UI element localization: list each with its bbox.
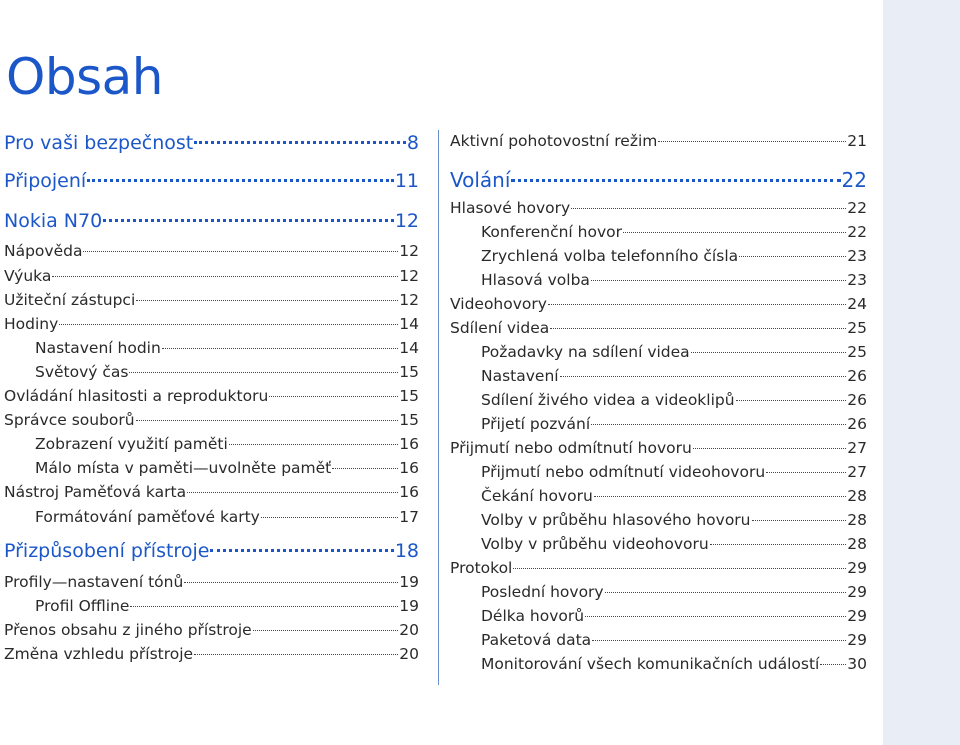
dot-leader bbox=[752, 520, 847, 521]
toc-entry-label: Přijmutí nebo odmítnutí videohovoru bbox=[481, 463, 766, 481]
dot-leader bbox=[736, 400, 847, 401]
toc-entry-label: Přizpůsobení přístroje bbox=[4, 540, 210, 562]
dot-leader bbox=[52, 276, 398, 277]
toc-entry-label: Nástroj Paměťová karta bbox=[4, 483, 187, 501]
toc-entry-page-number: 28 bbox=[847, 535, 867, 553]
toc-entry-label: Přijmutí nebo odmítnutí hovoru bbox=[450, 439, 692, 457]
toc-entry-label: Ovládání hlasitosti a reproduktoru bbox=[4, 387, 269, 405]
toc-entry-page-number: 29 bbox=[847, 631, 867, 649]
toc-entry[interactable] bbox=[4, 387, 419, 405]
toc-entry[interactable] bbox=[450, 391, 867, 409]
toc-entry-page-number: 11 bbox=[394, 170, 419, 192]
toc-entry-page-number: 12 bbox=[399, 242, 419, 260]
dot-leader bbox=[83, 251, 398, 252]
toc-entry-page-number: 20 bbox=[399, 645, 419, 663]
toc-entry[interactable] bbox=[450, 247, 867, 265]
toc-entry[interactable] bbox=[450, 631, 867, 649]
toc-entry[interactable] bbox=[4, 132, 419, 154]
toc-entry[interactable] bbox=[450, 132, 867, 150]
dot-leader bbox=[591, 280, 846, 281]
toc-entry-label: Formátování paměťové karty bbox=[35, 508, 260, 526]
toc-entry-page-number: 26 bbox=[847, 415, 867, 433]
toc-entry-label: Aktivní pohotovostní režim bbox=[450, 132, 658, 150]
toc-entry-page-number: 17 bbox=[399, 508, 419, 526]
toc-entry-label: Nápověda bbox=[4, 242, 83, 260]
toc-entry[interactable] bbox=[450, 271, 867, 289]
dot-leader bbox=[269, 396, 398, 397]
toc-entry-page-number: 8 bbox=[406, 132, 419, 154]
toc-entry[interactable] bbox=[450, 607, 867, 625]
dot-leader bbox=[162, 348, 398, 349]
toc-entry[interactable] bbox=[4, 339, 419, 357]
dot-leader bbox=[766, 472, 846, 473]
toc-entry[interactable] bbox=[450, 223, 867, 241]
toc-entry-label: Profil Offline bbox=[35, 597, 130, 615]
side-bar bbox=[883, 0, 960, 745]
toc-entry-label: Užiteční zástupci bbox=[4, 291, 136, 309]
dot-leader bbox=[591, 424, 846, 425]
page-title: Obsah bbox=[6, 48, 163, 106]
toc-entry-label: Nastavení hodin bbox=[35, 339, 161, 357]
toc-entry[interactable] bbox=[4, 291, 419, 309]
dot-leader bbox=[136, 300, 398, 301]
toc-entry[interactable] bbox=[450, 168, 867, 192]
dot-leader bbox=[136, 420, 399, 421]
dot-leader bbox=[739, 256, 846, 257]
toc-entry-label: Hodiny bbox=[4, 315, 59, 333]
dot-leader bbox=[59, 324, 398, 325]
toc-entry-label: Světový čas bbox=[35, 363, 129, 381]
toc-entry-label: Profily—nastavení tónů bbox=[4, 573, 184, 591]
dot-leader bbox=[592, 640, 846, 641]
dot-leader bbox=[513, 568, 846, 569]
toc-entry-page-number: 22 bbox=[841, 168, 867, 192]
toc-entry[interactable] bbox=[4, 508, 419, 526]
dot-leader bbox=[103, 219, 394, 222]
toc-entry-label: Zrychlená volba telefonního čísla bbox=[481, 247, 739, 265]
toc-entry-page-number: 19 bbox=[399, 597, 419, 615]
toc-entry-page-number: 23 bbox=[847, 247, 867, 265]
dot-leader bbox=[691, 352, 847, 353]
toc-entry[interactable] bbox=[450, 343, 867, 361]
dot-leader bbox=[511, 179, 840, 182]
toc-entry[interactable] bbox=[450, 319, 867, 337]
toc-entry-label: Volání bbox=[450, 168, 511, 192]
toc-entry-page-number: 16 bbox=[399, 459, 419, 477]
toc-entry-page-number: 24 bbox=[847, 295, 867, 313]
toc-entry-page-number: 28 bbox=[847, 511, 867, 529]
toc-entry-page-number: 15 bbox=[399, 363, 419, 381]
toc-entry-label: Paketová data bbox=[481, 631, 592, 649]
toc-entry[interactable] bbox=[450, 463, 867, 481]
toc-entry[interactable] bbox=[4, 210, 419, 232]
toc-entry-label: Délka hovorů bbox=[481, 607, 585, 625]
toc-entry-label: Sdílení videa bbox=[450, 319, 550, 337]
toc-entry-page-number: 29 bbox=[847, 559, 867, 577]
dot-leader bbox=[820, 664, 846, 665]
toc-entry[interactable] bbox=[4, 459, 419, 477]
toc-entry[interactable] bbox=[4, 483, 419, 501]
toc-entry[interactable] bbox=[450, 535, 867, 553]
toc-entry[interactable] bbox=[4, 645, 419, 663]
toc-entry-label: Výuka bbox=[4, 267, 52, 285]
toc-entry-label: Hlasová volba bbox=[481, 271, 590, 289]
toc-entry[interactable] bbox=[4, 435, 419, 453]
toc-entry-label: Málo místa v paměti—uvolněte paměť bbox=[35, 459, 332, 477]
toc-entry-page-number: 22 bbox=[847, 223, 867, 241]
dot-leader bbox=[585, 616, 846, 617]
toc-entry-label: Požadavky na sdílení videa bbox=[481, 343, 690, 361]
column-divider bbox=[438, 130, 439, 685]
toc-entry[interactable] bbox=[450, 583, 867, 601]
toc-entry[interactable] bbox=[450, 559, 867, 577]
dot-leader bbox=[210, 549, 393, 552]
toc-entry-label: Zobrazení využití paměti bbox=[35, 435, 228, 453]
toc-entry-page-number: 18 bbox=[394, 540, 419, 562]
toc-entry-label: Nokia N70 bbox=[4, 210, 103, 232]
toc-entry-page-number: 29 bbox=[847, 607, 867, 625]
toc-entry[interactable] bbox=[4, 170, 419, 192]
toc-entry-label: Volby v průběhu videohovoru bbox=[481, 535, 709, 553]
dot-leader bbox=[130, 606, 398, 607]
toc-entry-label: Přenos obsahu z jiného přístroje bbox=[4, 621, 252, 639]
toc-entry[interactable] bbox=[4, 363, 419, 381]
toc-entry-page-number: 27 bbox=[847, 463, 867, 481]
dot-leader bbox=[605, 592, 847, 593]
dot-leader bbox=[129, 372, 398, 373]
toc-entry-page-number: 21 bbox=[847, 132, 867, 150]
toc-entry-label: Připojení bbox=[4, 170, 87, 192]
dot-leader bbox=[550, 328, 846, 329]
toc-entry-label: Pro vaši bezpečnost bbox=[4, 132, 194, 154]
toc-entry-page-number: 14 bbox=[399, 315, 419, 333]
toc-entry-page-number: 28 bbox=[847, 487, 867, 505]
dot-leader bbox=[187, 492, 398, 493]
toc-entry[interactable] bbox=[450, 295, 867, 313]
toc-entry[interactable] bbox=[450, 415, 867, 433]
toc-entry-page-number: 12 bbox=[399, 291, 419, 309]
dot-leader bbox=[594, 496, 846, 497]
toc-entry[interactable] bbox=[450, 199, 867, 217]
toc-entry[interactable] bbox=[450, 511, 867, 529]
toc-entry-label: Videohovory bbox=[450, 295, 547, 313]
toc-entry-label: Konferenční hovor bbox=[481, 223, 622, 241]
toc-entry-label: Nastavení bbox=[481, 367, 559, 385]
toc-entry-page-number: 16 bbox=[399, 435, 419, 453]
toc-entry-label: Změna vzhledu přístroje bbox=[4, 645, 194, 663]
toc-entry[interactable] bbox=[4, 540, 419, 562]
toc-entry-page-number: 22 bbox=[847, 199, 867, 217]
toc-entry-page-number: 15 bbox=[399, 387, 419, 405]
toc-entry-label: Čekání hovoru bbox=[481, 487, 593, 505]
toc-entry-label: Přijetí pozvání bbox=[481, 415, 591, 433]
toc-entry-page-number: 25 bbox=[847, 343, 867, 361]
dot-leader bbox=[261, 517, 398, 518]
toc-entry[interactable] bbox=[4, 315, 419, 333]
dot-leader bbox=[87, 179, 394, 182]
toc-entry-page-number: 20 bbox=[399, 621, 419, 639]
toc-entry-label: Monitorování všech komunikačních událostí bbox=[481, 655, 820, 673]
dot-leader bbox=[229, 444, 398, 445]
toc-entry-page-number: 29 bbox=[847, 583, 867, 601]
toc-entry-page-number: 12 bbox=[399, 267, 419, 285]
toc-entry-page-number: 30 bbox=[847, 655, 867, 673]
toc-entry[interactable] bbox=[4, 267, 419, 285]
toc-entry-page-number: 27 bbox=[847, 439, 867, 457]
toc-entry-label: Sdílení živého videa a videoklipů bbox=[481, 391, 735, 409]
toc-entry[interactable] bbox=[4, 573, 419, 591]
toc-entry[interactable] bbox=[450, 655, 867, 673]
toc-entry[interactable] bbox=[4, 242, 419, 260]
dot-leader bbox=[548, 304, 846, 305]
toc-entry-page-number: 14 bbox=[399, 339, 419, 357]
toc-entry[interactable] bbox=[450, 439, 867, 457]
toc-entry-page-number: 16 bbox=[399, 483, 419, 501]
toc-entry-page-number: 12 bbox=[394, 210, 419, 232]
dot-leader bbox=[194, 141, 406, 144]
toc-entry-label: Protokol bbox=[450, 559, 513, 577]
toc-entry-page-number: 23 bbox=[847, 271, 867, 289]
toc-entry[interactable] bbox=[4, 411, 419, 429]
toc-entry[interactable] bbox=[4, 597, 419, 615]
toc-entry-page-number: 26 bbox=[847, 367, 867, 385]
toc-entry-label: Správce souborů bbox=[4, 411, 135, 429]
dot-leader bbox=[571, 208, 846, 209]
toc-entry-label: Volby v průběhu hlasového hovoru bbox=[481, 511, 751, 529]
toc-entry[interactable] bbox=[4, 621, 419, 639]
toc-entry[interactable] bbox=[450, 487, 867, 505]
dot-leader bbox=[194, 654, 398, 655]
dot-leader bbox=[658, 141, 846, 142]
dot-leader bbox=[253, 630, 399, 631]
toc-entry[interactable] bbox=[450, 367, 867, 385]
toc-entry-page-number: 19 bbox=[399, 573, 419, 591]
toc-entry-page-number: 26 bbox=[847, 391, 867, 409]
toc-entry-label: Hlasové hovory bbox=[450, 199, 571, 217]
dot-leader bbox=[710, 544, 847, 545]
dot-leader bbox=[560, 376, 847, 377]
dot-leader bbox=[184, 582, 398, 583]
dot-leader bbox=[332, 468, 398, 469]
dot-leader bbox=[693, 448, 846, 449]
toc-entry-label: Poslední hovory bbox=[481, 583, 604, 601]
toc-entry-page-number: 15 bbox=[399, 411, 419, 429]
toc-entry-page-number: 25 bbox=[847, 319, 867, 337]
dot-leader bbox=[623, 232, 846, 233]
